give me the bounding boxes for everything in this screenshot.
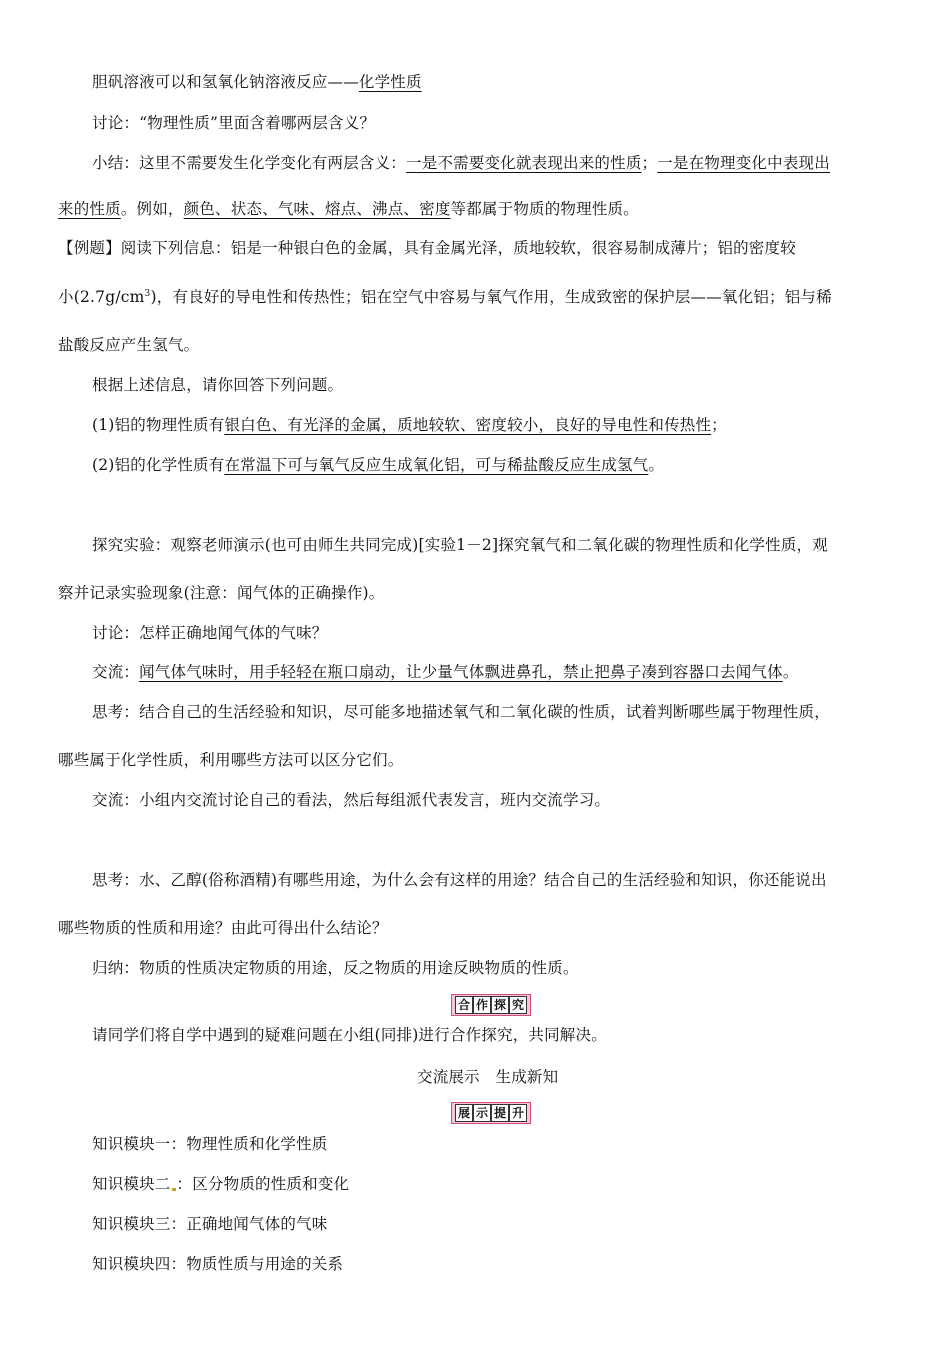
answer-underline: 一是在物理变化中表现出	[657, 154, 830, 172]
section-heading: 交流展示 生成新知	[417, 1068, 559, 1086]
text-line: 哪些物质的性质和用途？由此可得出什么结论？	[58, 919, 388, 937]
badge-char: 升	[509, 1104, 527, 1122]
badge-char: 合	[455, 996, 473, 1014]
text-run: 等都属于物质的物理性质。	[450, 200, 639, 218]
badge-char: 示	[473, 1104, 491, 1122]
text-run: 。	[648, 456, 665, 474]
text-run: 知识模块二	[92, 1175, 171, 1193]
text-line	[92, 415, 892, 435]
text-line: 知识模块四：物质性质与用途的关系	[92, 1255, 344, 1273]
text-line: 根据上述信息，请你回答下列问题。	[92, 376, 344, 394]
badge-char: 提	[491, 1104, 509, 1122]
answer-underline: 颜色、状态、气味、熔点、沸点、密度	[183, 200, 451, 218]
text-run: (1)铝的物理性质有	[92, 416, 225, 434]
text-line	[92, 455, 892, 475]
text-run: 交流：	[92, 663, 140, 681]
answer-underline: 来的性质	[58, 200, 121, 218]
text-line: 讨论：“物理性质”里面含着哪两层含义？	[92, 114, 376, 132]
text-line: 交流：小组内交流讨论自己的看法，然后每组派代表发言，班内交流学习。	[92, 791, 611, 809]
text-run: )，有良好的导电性和传热性；铝在空气中容易与氧气作用，生成致密的保护层——氧化铝；铝与稀	[150, 288, 832, 306]
text-line: 归纳：物质的性质决定物质的用途，反之物质的用途反映物质的性质。	[92, 959, 579, 977]
text-run: ；	[711, 416, 727, 434]
text-line: 思考：水、乙醇(俗称酒精)有哪些用途，为什么会有这样的用途？结合自己的生活经验和知识，你还能说出	[92, 871, 827, 889]
text-line	[92, 662, 892, 682]
text-run: 。例如，	[120, 200, 184, 218]
badge-char: 探	[491, 996, 509, 1014]
text-run: 小(2.7g/cm	[58, 288, 145, 306]
badge-char: 展	[455, 1104, 473, 1122]
section-badge-hezuo-tanjiu	[451, 994, 531, 1016]
answer-underline: 银白色、有光泽的金属，质地较软、密度较小，良好的导电性和传热性	[224, 416, 712, 434]
text-line	[58, 199, 892, 219]
text-line: 探究实验：观察老师演示(也可由师生共同完成)[实验1－2]探究氧气和二氧化碳的物理性质和化学性质，观	[92, 536, 828, 554]
badge-char: 作	[473, 996, 491, 1014]
answer-underline: 在常温下可与氧气反应生成氧化铝，可与稀盐酸反应生成氢气	[224, 456, 649, 474]
text-line: 讨论：怎样正确地闻气体的气味？	[92, 624, 328, 642]
text-run: 。	[782, 663, 799, 681]
answer-underline: 化学性质	[358, 73, 422, 91]
text-line: 察并记录实验现象(注意：闻气体的正确操作)。	[58, 584, 385, 602]
answer-underline: 闻气体气味时，用手轻轻在瓶口扇动，让少量气体飘进鼻孔，禁止把鼻子凑到容器口去闻气体	[139, 663, 783, 681]
text-line: 思考：结合自己的生活经验和知识，尽可能多地描述氧气和二氧化碳的性质，试着判断哪些属于物理性质，	[92, 703, 830, 721]
mark-dot	[172, 1188, 176, 1191]
text-line	[92, 72, 892, 92]
text-run: (2)铝的化学性质有	[92, 456, 225, 474]
text-run: ：区分物质的性质和变化	[176, 1175, 350, 1193]
text-line: 知识模块三：正确地闻气体的气味	[92, 1215, 328, 1233]
answer-underline: 一是不需要变化就表现出来的性质	[406, 154, 642, 172]
text-line	[92, 1174, 892, 1194]
text-run: 小结：这里不需要发生化学变化有两层含义：	[92, 154, 407, 172]
text-line: 哪些属于化学性质，利用哪些方法可以区分它们。	[58, 751, 404, 769]
text-line	[58, 287, 892, 307]
text-run: 胆矾溶液可以和氢氧化钠溶液反应——	[92, 73, 359, 91]
badge-char: 究	[509, 996, 527, 1014]
superscript: 3	[144, 289, 151, 299]
section-badge-zhanshi-tisheng	[451, 1102, 531, 1124]
text-line: 知识模块一：物理性质和化学性质	[92, 1135, 328, 1153]
text-run: ；	[641, 154, 658, 172]
text-line: 请同学们将自学中遇到的疑难问题在小组(同排)进行合作探究，共同解决。	[92, 1026, 607, 1044]
text-line: 【例题】阅读下列信息：铝是一种银白色的金属，具有金属光泽，质地较软，很容易制成薄片；铝的密度较	[58, 239, 796, 257]
text-line	[92, 153, 892, 173]
text-line: 盐酸反应产生氢气。	[58, 336, 200, 354]
